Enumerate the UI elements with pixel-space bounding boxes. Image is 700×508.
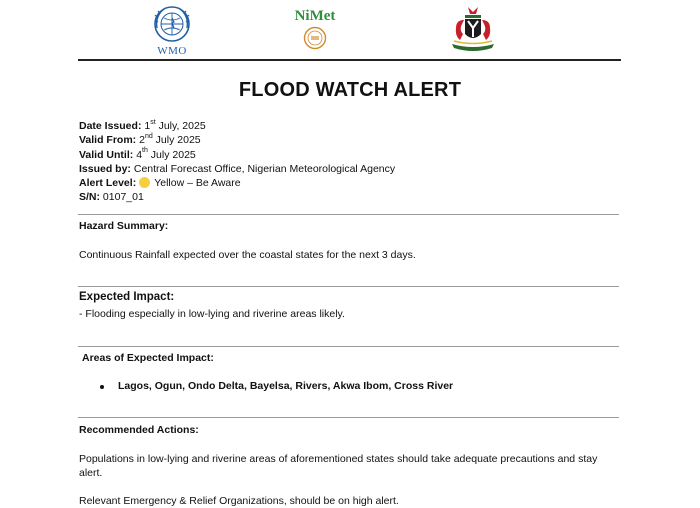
logo-header [0,0,700,58]
nigeria-coat-of-arms [446,4,500,56]
alert-metadata [79,119,619,205]
areas-heading: Areas of Expected Impact: [82,352,214,364]
valid-until-value: July 2025 [150,148,196,161]
serial-number-row [79,190,619,204]
date-issued-row [79,119,619,133]
section-divider [78,417,619,418]
nimet-seal-icon [303,26,327,50]
expected-impact-heading: Expected Impact: [79,291,175,303]
date-issued-day: 1 [144,120,151,132]
yellow-alert-dot-icon [139,177,150,188]
valid-from-day: 2 [139,134,145,147]
valid-until-suffix: th [142,147,148,155]
wmo-emblem-icon [152,4,192,44]
section-divider [78,286,619,287]
recommended-actions-text-1: Populations in low-lying and riverine areas of aforementioned states should take adequate precautions and stay alert. [79,453,598,479]
date-issued-suffix: st [150,118,156,126]
alert-level-row [79,176,619,190]
serial-number-label: S/N: [79,191,100,204]
issued-by-row [79,162,619,176]
serial-number-value: 0107_01 [102,191,144,204]
hazard-summary-heading: Hazard Summary: [79,220,169,232]
valid-from-label: Valid From: [79,134,137,147]
date-issued-value: July, 2025 [158,120,206,132]
issued-by-value: Central Forecast Office, Nigerian Meteorological Agency [133,162,396,175]
section-divider [78,346,619,347]
valid-from-value: July 2025 [155,134,201,147]
wmo-logo-text: WMO [157,45,187,57]
hazard-summary-text: Continuous Rainfall expected over the coastal states for the next 3 days. [79,249,416,261]
document-title: FLOOD WATCH ALERT [238,79,462,101]
wmo-logo [150,4,194,58]
valid-until-row [79,148,619,162]
alert-level-value: Yellow – Be Aware [154,177,241,190]
valid-from-suffix: nd [144,132,153,140]
recommended-actions-heading: Recommended Actions: [79,424,199,436]
header-divider [78,59,621,61]
areas-list [98,380,453,392]
valid-until-day: 4 [136,148,143,161]
coat-of-arms-icon [446,4,500,56]
list-item: Lagos, Ogun, Ondo Delta, Bayelsa, Rivers, Akwa Ibom, Cross River [98,380,453,392]
issued-by-label: Issued by: [79,162,131,175]
nimet-logo-text: NiMet [294,8,336,24]
valid-from-row [79,133,619,147]
recommended-actions-text-2: Relevant Emergency & Relief Organizations, should be on high alert. [79,495,399,507]
expected-impact-text: - Flooding especially in low-lying and riverine areas likely. [79,308,345,320]
nimet-logo [287,8,343,56]
valid-until-label: Valid Until: [79,148,134,161]
section-divider [78,214,619,215]
alert-level-label: Alert Level: [79,177,137,190]
date-issued-label: Date Issued: [79,120,142,132]
